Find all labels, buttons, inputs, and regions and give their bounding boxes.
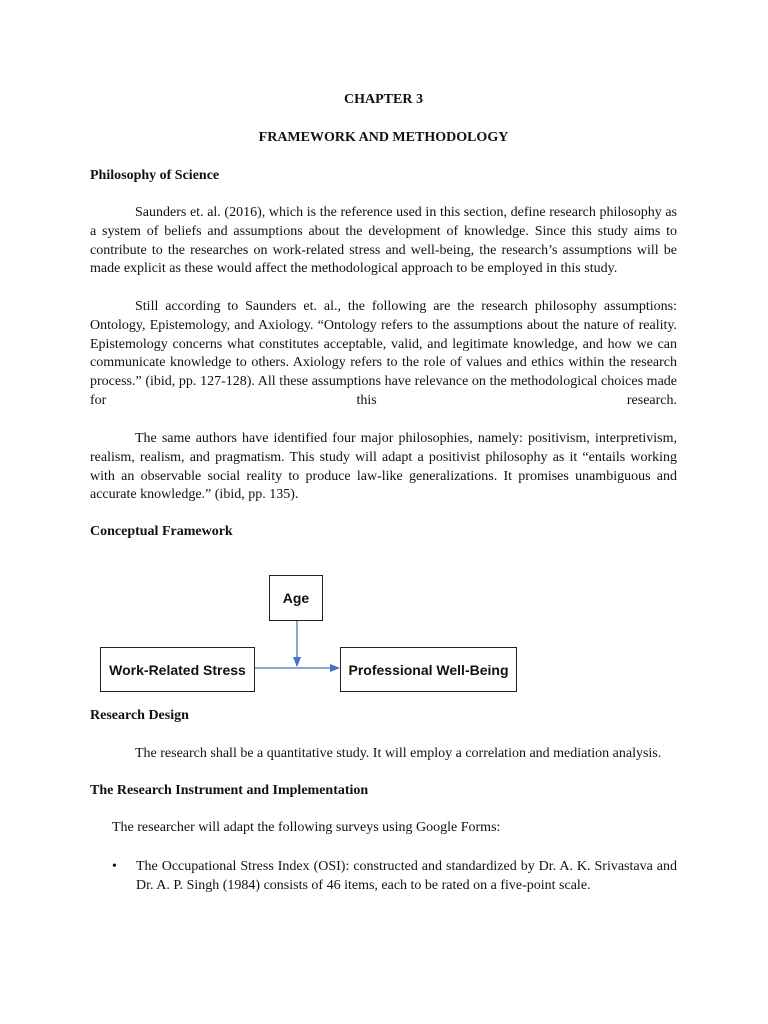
section-heading-framework: Conceptual Framework [90,524,233,539]
bullet-marker: • [112,859,117,874]
paragraph-philosophy-3: The same authors have identified four major philosophies, namely: positivism, interpretivism, realism, realism, and pragmatism. This study will adapt a positivist philosophy as it “entails working with an observable social reality to produce law-like generalizations. It promises unambiguous and accurate knowledge.” (ibid, pp. 135). [90,431,677,503]
section-heading-philosophy: Philosophy of Science [90,168,220,183]
diagram-box-work-related-stress [100,647,255,692]
diagram-label-work-related-stress: Work-Related Stress [109,661,246,678]
diagram-label-professional-well-being: Professional Well-Being [348,661,509,678]
section-heading-research-design: Research Design [90,708,189,723]
paragraph-instrument-intro: The researcher will adapt the following surveys using Google Forms: [112,820,501,835]
diagram-box-age [269,575,323,621]
paragraph-philosophy-1: Saunders et. al. (2016), which is the reference used in this section, define research philosophy as a system of beliefs and assumptions about the development of knowledge. Since this study aims to contribute to the researches on work-related stress and well-being, the research’s assumptions will be made explicit as these would affect the methodological approach to be employed in this study. [90,205,677,277]
chapter-title: FRAMEWORK AND METHODOLOGY [258,130,509,145]
section-heading-instrument: The Research Instrument and Implementation [90,783,369,798]
paragraph-research-design: The research shall be a quantitative study. It will employ a correlation and mediation analysis. [135,746,662,761]
diagram-box-professional-well-being [340,647,517,692]
diagram-label-age: Age [282,590,310,606]
chapter-label: CHAPTER 3 [344,92,423,107]
list-item-text: The Occupational Stress Index (OSI): constructed and standardized by Dr. A. K. Srivastava and Dr. A. P. Singh (1984) consists of 46 items, each to be rated on a five-point scale. [136,859,677,893]
paragraph-philosophy-2: Still according to Saunders et. al., the following are the research philosophy assumptions: Ontology, Epistemology, and Axiology. “Ontology refers to the assumptions about the nature of reality. Epistemology concerns what constitutes acceptable, valid, and legitimate knowledge, and how we can communicate knowledge to others. Axiology refers to the role of values and ethics within the research process.” (ibid, pp. 127-128). All these assumptions have relevance on the methodological choices made for this research. [90,299,677,408]
